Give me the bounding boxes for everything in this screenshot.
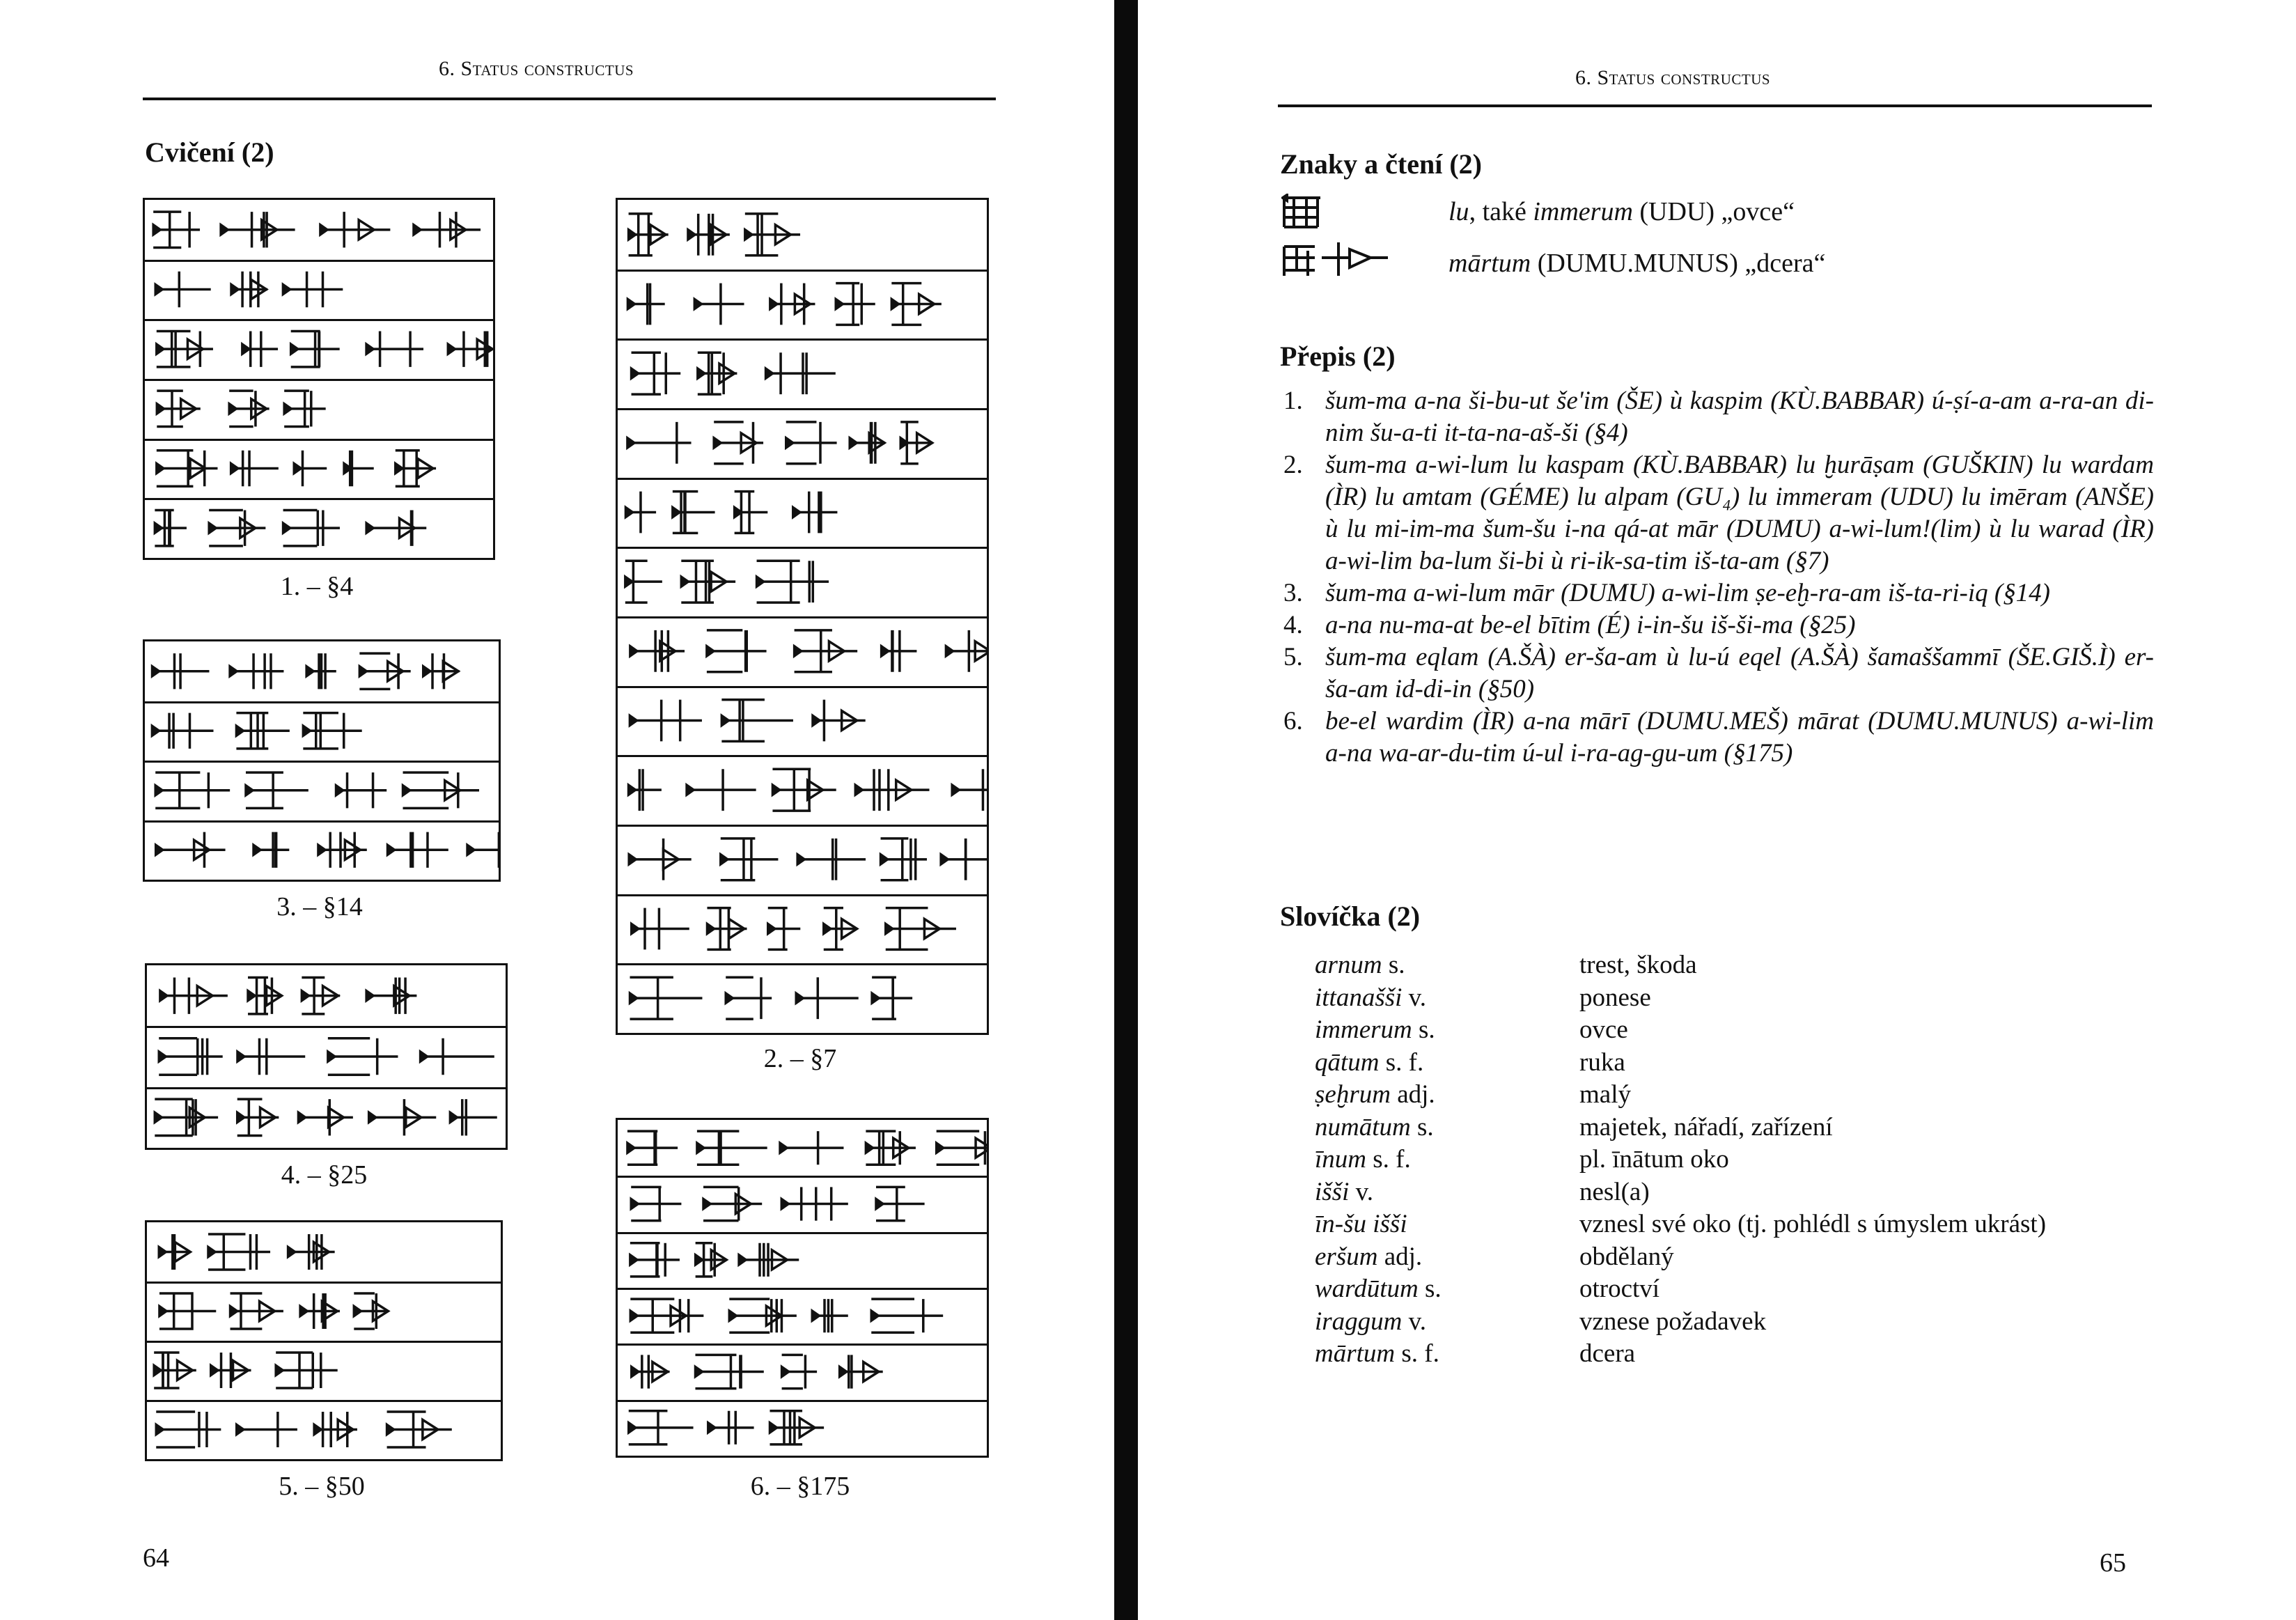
cuneiform-sign — [881, 839, 927, 880]
cuneiform-sign — [812, 1299, 848, 1332]
cuneiform-sign — [423, 653, 460, 689]
cuneiform-sign — [772, 769, 836, 811]
cuneiform-sign — [354, 1293, 388, 1329]
cuneiform-sign — [246, 772, 309, 808]
vocab-row — [1315, 1112, 2046, 1145]
cuneiform-sign — [388, 832, 448, 868]
vocab-word: iraggum v. — [1315, 1307, 1427, 1336]
cuneiform-signs — [145, 200, 493, 558]
section-title-cviceni: Cvičení (2) — [145, 137, 274, 168]
cuneiform-sign — [886, 908, 956, 950]
cuneiform-sign — [283, 510, 340, 545]
cuneiform-sign — [236, 713, 289, 749]
cuneiform-sign — [673, 492, 715, 533]
cuneiform-sign — [366, 977, 416, 1013]
cuneiform-tablet-5 — [145, 1220, 503, 1461]
cuneiform-sign — [336, 772, 387, 808]
cuneiform-sign — [840, 1355, 883, 1388]
cuneiform-signs — [145, 641, 499, 880]
vocab-meaning: ponese — [1579, 983, 1651, 1012]
cuneiform-sign — [156, 832, 226, 868]
vocabulary-table — [1315, 950, 2046, 1371]
cuneiform-sign — [237, 1412, 297, 1447]
cuneiform-sign — [294, 451, 327, 486]
cuneiform-sign — [836, 283, 875, 325]
cuneiform-sign — [696, 1243, 727, 1277]
cuneiform-sign — [694, 283, 744, 325]
vocab-row — [1315, 1080, 2046, 1112]
cuneiform-sign — [781, 1187, 848, 1220]
cuneiform-sign-udu-icon — [1281, 194, 1323, 231]
cuneiform-sign — [306, 653, 336, 689]
cuneiform-sign — [366, 331, 423, 366]
cuneiform-sign — [467, 832, 499, 868]
cuneiform-sign — [866, 1131, 916, 1165]
cuneiform-sign — [318, 832, 367, 868]
cuneiform-sign — [876, 1187, 925, 1220]
cuneiform-tablet-2 — [616, 198, 989, 1035]
cuneiform-sign — [707, 630, 767, 672]
cuneiform-sign — [154, 1353, 196, 1388]
cuneiform-sign — [159, 1293, 216, 1329]
vocab-meaning: otroctví — [1579, 1275, 1660, 1303]
cuneiform-sign — [302, 977, 340, 1013]
cuneiform-sign — [387, 1412, 452, 1447]
vocab-word: īn-šu išši — [1315, 1210, 1407, 1238]
cuneiform-sign — [300, 1293, 340, 1329]
cuneiform-sign — [629, 769, 662, 811]
cuneiform-sign — [687, 769, 756, 811]
vocab-word: arnum s. — [1315, 951, 1405, 979]
cuneiform-sign — [855, 769, 929, 811]
tablet-caption-1: 1. – §4 — [280, 572, 354, 601]
cuneiform-sign — [937, 1131, 987, 1165]
cuneiform-sign — [625, 561, 662, 602]
cuneiform-sign — [155, 1099, 218, 1135]
cuneiform-sign — [366, 510, 426, 545]
cuneiform-sign — [231, 451, 279, 486]
cuneiform-sign — [745, 214, 800, 256]
cuneiform-sign — [882, 630, 917, 672]
cuneiform-sign — [369, 1099, 437, 1135]
tablet-caption-6: 6. – §175 — [750, 1472, 850, 1501]
cuneiform-sign — [209, 510, 265, 545]
vocab-row — [1315, 1144, 2046, 1177]
vocab-row — [1315, 1015, 2046, 1047]
vocab-row — [1315, 1047, 2046, 1080]
cuneiform-sign — [630, 700, 702, 742]
cuneiform-signs — [618, 1120, 987, 1456]
cuneiform-sign — [796, 977, 859, 1019]
cuneiform-sign — [824, 908, 857, 950]
cuneiform-sign — [703, 1187, 762, 1220]
cuneiform-sign — [450, 1099, 497, 1135]
cuneiform-sign — [625, 492, 656, 533]
sign-reading-1: lu, také immerum (UDU) „ovce“ — [1448, 197, 1795, 226]
cuneiform-sign — [160, 977, 228, 1013]
cuneiform-tablet-3 — [143, 639, 501, 882]
cuneiform-sign — [708, 1411, 754, 1444]
prepis-item-2: 2. šum-ma a-wi-lum lu kaspam (KÙ.BABBAR) lu ḫurāṣam (GUŠKIN) lu wardam (ÌR) lu amtam (GÉME) lu alpam (GU₄) lu immeram (UDU) lu imēram (ANŠE) ù lu mi-im-ma šum-šu i-na qá-at mār (DUMU) a-wi-lum!(lim) ù lu warad (ÌR) a-wi-lim ba-lum ši-bi ù ri-ik-sa-tim iš-ta-am (§7) — [1283, 451, 2154, 575]
vocab-meaning: trest, škoda — [1579, 951, 1697, 979]
prepis-item-1: 1. šum-ma a-na ši-bu-ut še'im (ŠE) ù kaspim (KÙ.BABBAR) ú-ṣí-a-am a-ra-an di-nim šu-a-ti it-ta-na-aš-ši (§4) — [1283, 387, 2154, 447]
right-page — [1156, 0, 2296, 1620]
cuneiform-sign — [757, 561, 829, 602]
cuneiform-sign — [632, 352, 681, 394]
cuneiform-sign — [157, 331, 213, 366]
cuneiform-sign — [253, 832, 289, 868]
cuneiform-sign — [157, 391, 201, 426]
cuneiform-sign — [780, 1131, 843, 1165]
cuneiform-sign — [448, 331, 493, 366]
cuneiform-sign — [850, 422, 885, 464]
cuneiform-sign — [735, 492, 768, 533]
prepis-item-3: 3. šum-ma a-wi-lum mār (DUMU) a-wi-lim ṣe-eḫ-ra-am iš-ta-ri-iq (§14) — [1283, 579, 2050, 607]
prepis-list — [1283, 385, 2154, 770]
vocab-word: wardūtum s. — [1315, 1275, 1442, 1303]
cuneiform-sign — [221, 212, 295, 247]
vocab-row — [1315, 1242, 2046, 1275]
cuneiform-sign — [627, 1131, 678, 1165]
cuneiform-sign — [952, 769, 987, 811]
cuneiform-tablet-4 — [145, 963, 508, 1150]
cuneiform-sign — [231, 272, 267, 307]
cuneiform-sign — [627, 422, 692, 464]
cuneiform-sign — [208, 1234, 270, 1270]
cuneiform-signs — [618, 200, 987, 1033]
cuneiform-tablet-1 — [143, 198, 495, 560]
cuneiform-sign — [283, 272, 343, 307]
cuneiform-sign — [344, 451, 374, 486]
cuneiform-sign — [766, 352, 836, 394]
cuneiform-sign — [159, 1038, 222, 1075]
running-head-left: 6. Status constructus — [439, 57, 634, 80]
cuneiform-sign — [891, 283, 942, 325]
cuneiform-sign — [721, 839, 779, 880]
cuneiform-sign — [707, 908, 747, 950]
vocab-word: ṣeḫrum adj. — [1315, 1080, 1435, 1109]
cuneiform-sign — [695, 1355, 763, 1388]
cuneiform-sign — [284, 391, 326, 426]
cuneiform-sign — [721, 700, 793, 742]
vocab-word: īnum s. f. — [1315, 1145, 1411, 1174]
section-title-znaky: Znaky a čtení (2) — [1280, 148, 1482, 180]
vocab-word: qātum s. f. — [1315, 1047, 1424, 1077]
page-number-left: 64 — [143, 1543, 169, 1573]
cuneiform-sign — [714, 422, 763, 464]
cuneiform-sign — [786, 422, 837, 464]
cuneiform-sign — [153, 212, 200, 247]
cuneiform-sign — [782, 1355, 817, 1388]
cuneiform-sign — [153, 653, 210, 689]
vocab-meaning: nesl(a) — [1579, 1177, 1650, 1206]
cuneiform-sign — [813, 700, 866, 742]
cuneiform-tablet-6 — [616, 1118, 989, 1458]
cuneiform-sign — [155, 772, 230, 808]
cuneiform-sign — [314, 1412, 357, 1447]
cuneiform-sign — [872, 977, 912, 1019]
cuneiform-sign — [229, 391, 269, 426]
cuneiform-sign — [414, 212, 481, 247]
cuneiform-sign — [242, 331, 278, 366]
cuneiform-sign — [230, 653, 283, 689]
cuneiform-sign — [237, 1038, 305, 1075]
vocab-row — [1315, 1307, 2046, 1339]
cuneiform-sign — [900, 422, 932, 464]
cuneiform-sign — [726, 977, 772, 1019]
cuneiform-sign — [797, 839, 866, 880]
cuneiform-sign — [276, 1353, 338, 1388]
vocab-meaning: pl. īnātum oko — [1579, 1145, 1729, 1174]
cuneiform-sign — [291, 331, 340, 366]
tablet-caption-5: 5. – §50 — [279, 1472, 365, 1501]
cuneiform-sign — [629, 214, 669, 256]
cuneiform-sign — [359, 653, 410, 689]
cuneiform-sign — [629, 839, 692, 880]
cuneiform-sign — [632, 908, 689, 950]
cuneiform-sign — [630, 1299, 703, 1332]
cuneiform-sign — [941, 839, 987, 880]
vocab-meaning: obdělaný — [1579, 1242, 1674, 1271]
cuneiform-sign — [768, 908, 801, 950]
tablet-caption-2: 2. – §7 — [763, 1044, 837, 1073]
cuneiform-sign — [631, 1187, 681, 1220]
cuneiform-sign — [770, 283, 815, 325]
book-spine-shadow — [1114, 0, 1138, 1620]
vocab-word: išši v. — [1315, 1177, 1373, 1206]
cuneiform-sign — [152, 713, 213, 749]
header-rule-right — [1278, 104, 2152, 107]
cuneiform-sign — [211, 1353, 251, 1388]
left-page — [0, 0, 1107, 1620]
vocab-word: eršum adj. — [1315, 1242, 1423, 1271]
cuneiform-sign — [871, 1299, 943, 1332]
vocab-word: immerum s. — [1315, 1015, 1435, 1044]
cuneiform-sign — [946, 630, 987, 672]
cuneiform-sign — [156, 1412, 221, 1447]
cuneiform-signs — [147, 965, 506, 1148]
cuneiform-sign — [627, 283, 664, 325]
prepis-item-6: 6. be-el wardim (ÌR) a-na mārī (DUMU.MEŠ) mārat (DUMU.MUNUS) a-wi-lim a-na wa-ar-du-tim ú-ul i-ra-ag-gu-um (§175) — [1283, 707, 2154, 768]
cuneiform-sign — [288, 1234, 335, 1270]
cuneiform-sign — [688, 214, 730, 256]
vocab-meaning: majetek, nářadí, zařízení — [1579, 1112, 1833, 1142]
cuneiform-sign — [155, 272, 210, 307]
vocab-word: mārtum s. f. — [1315, 1339, 1439, 1368]
cuneiform-sign — [237, 1099, 279, 1135]
cuneiform-sign — [231, 1293, 283, 1329]
page-number-right: 65 — [2100, 1548, 2126, 1578]
section-title-prepis: Přepis (2) — [1280, 341, 1396, 372]
vocab-meaning: vznese požadavek — [1579, 1307, 1767, 1336]
cuneiform-sign — [320, 212, 390, 247]
vocab-word: ittanašši v. — [1315, 983, 1427, 1012]
tablet-caption-3: 3. – §14 — [276, 892, 363, 921]
vocab-meaning: ruka — [1579, 1047, 1625, 1077]
vocab-row — [1315, 950, 2046, 983]
vocab-row — [1315, 1209, 2046, 1242]
cuneiform-sign — [795, 630, 858, 672]
cuneiform-sign — [681, 561, 735, 602]
running-head-right: 6. Status constructus — [1575, 66, 1771, 89]
cuneiform-sign — [303, 713, 361, 749]
cuneiform-sign — [298, 1099, 352, 1135]
cuneiform-sign — [793, 492, 838, 533]
tablet-caption-4: 4. – §25 — [281, 1160, 368, 1190]
vocab-word: numātum s. — [1315, 1112, 1434, 1142]
cuneiform-sign — [698, 352, 737, 394]
cuneiform-sign — [630, 1243, 680, 1277]
vocab-meaning: ovce — [1579, 1015, 1628, 1044]
vocab-row — [1315, 983, 2046, 1015]
prepis-item-5: 5. šum-ma eqlam (A.ŠÀ) er-ša-am ù lu-ú eqel (A.ŠÀ) šamaššammī (ŠE.GIŠ.Ì) er-ša-am id-di-in (§50) — [1283, 643, 2154, 703]
vocab-meaning: malý — [1579, 1080, 1631, 1109]
cuneiform-sign — [403, 772, 479, 808]
cuneiform-sign — [248, 977, 282, 1013]
vocab-row — [1315, 1274, 2046, 1307]
cuneiform-sign — [630, 630, 685, 672]
cuneiform-sign — [159, 1234, 190, 1270]
cuneiform-sign — [632, 1355, 670, 1388]
cuneiform-sign — [157, 451, 218, 486]
cuneiform-sign — [697, 1131, 767, 1165]
vocab-meaning: vznesl své oko (tj. pohlédl s úmyslem ukrást) — [1579, 1210, 2047, 1238]
prepis-item-4: 4. a-na nu-ma-at be-el bītim (É) i-in-šu iš-ši-ma (§25) — [1283, 611, 1856, 639]
vocab-row — [1315, 1339, 2046, 1371]
cuneiform-sign — [421, 1038, 494, 1075]
cuneiform-sign — [739, 1243, 799, 1277]
sign-reading-2: mārtum (DUMU.MUNUS) „dcera“ — [1448, 249, 1826, 278]
header-rule-left — [143, 98, 996, 100]
cuneiform-sign — [155, 510, 187, 545]
cuneiform-sign — [630, 977, 703, 1019]
cuneiform-sign — [328, 1038, 398, 1075]
cuneiform-sign — [629, 1411, 694, 1444]
vocab-row — [1315, 1177, 2046, 1210]
cuneiform-sign-dumu-munus-icon — [1280, 237, 1391, 281]
cuneiform-sign — [770, 1411, 824, 1444]
cuneiform-sign — [729, 1299, 797, 1332]
vocab-meaning: dcera — [1579, 1339, 1636, 1368]
cuneiform-sign — [396, 451, 436, 486]
section-title-slovicka: Slovíčka (2) — [1280, 901, 1421, 932]
cuneiform-signs — [147, 1222, 501, 1459]
